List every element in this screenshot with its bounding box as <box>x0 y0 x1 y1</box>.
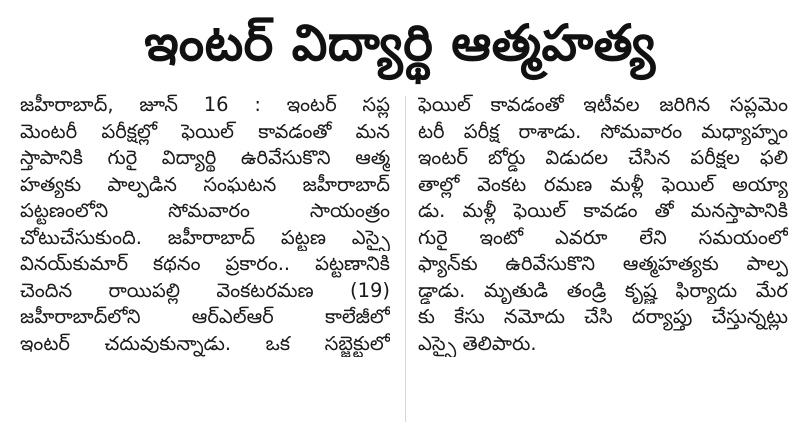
body-line: చెందిన రాయిపల్లి వెంకటరమణ (19) <box>20 278 390 302</box>
body-line: స్తాపానికి గురై విద్యార్థి ఉరివేసుకొని ఆత్మ <box>20 146 390 169</box>
column-divider <box>405 96 406 422</box>
body-line: కు కేసు నమోదు చేసి దర్యాప్తు చేస్తున్నట్లు <box>418 305 788 328</box>
body-line: డ్డాడు. మృతుడి తండ్రి కృష్ణ ఫిర్యాదు మేర <box>418 278 788 302</box>
body-line: ఇంటర్ చదువుకున్నాడు. ఒక సబ్జెక్టులో <box>20 331 390 355</box>
headline: ఇంటర్ విద్యార్థి ఆత్మహత్య <box>144 14 656 72</box>
body-line: డు. మళ్లీ ఫెయిల్ కావడం తో మనస్తాపానికి <box>418 199 788 222</box>
body-line: ఇంటర్ బోర్డు విడుదల చేసిన పరీక్షల ఫలి <box>418 146 788 169</box>
body-line: టరీ పరీక్ష రాశాడు. సోమవారం మధ్యాహ్నం <box>418 119 788 143</box>
body-line: జహీరాబాద్‌లోని ఆర్‌ఎల్‌ఆర్ కాలేజీలో <box>20 305 390 328</box>
body-line: వినయ్‌కుమార్ కథనం ప్రకారం.. పట్టణానికి <box>20 252 390 275</box>
body-line: చోటుచేసుకుంది. జహీరాబాద్ పట్టణ ఎస్సై <box>20 225 390 249</box>
body-line: మెంటరీ పరీక్షల్లో ఫెయిల్ కావడంతో మన <box>20 119 390 143</box>
body-line: గురై ఇంటో ఎవరూ లేని సమయంలో <box>418 225 788 249</box>
body-line: ఫ్యాన్‌కు ఉరివేసుకొని ఆత్మహత్యకు పాల్ప <box>418 252 788 275</box>
body-line: తాల్లో వెంకట రమణ మళ్లీ ఫెయిల్ అయ్యా <box>418 172 788 196</box>
body-line: ఫెయిల్ కావడంతో ఇటీవల జరిగిన సప్లమెం <box>418 93 788 116</box>
body-line: పట్టణంలోని సోమవారం సాయంత్రం <box>20 199 390 222</box>
right-column <box>418 92 788 357</box>
body-line: జహీరాబాద్, జూన్ 16 : ఇంటర్ సప్ల <box>20 93 390 116</box>
body-line: హత్యకు పాల్పడిన సంఘటన జహీరాబాద్ <box>20 172 390 196</box>
body-line: ఎస్సై తెలిపారు. <box>418 331 537 355</box>
left-column <box>20 92 390 357</box>
